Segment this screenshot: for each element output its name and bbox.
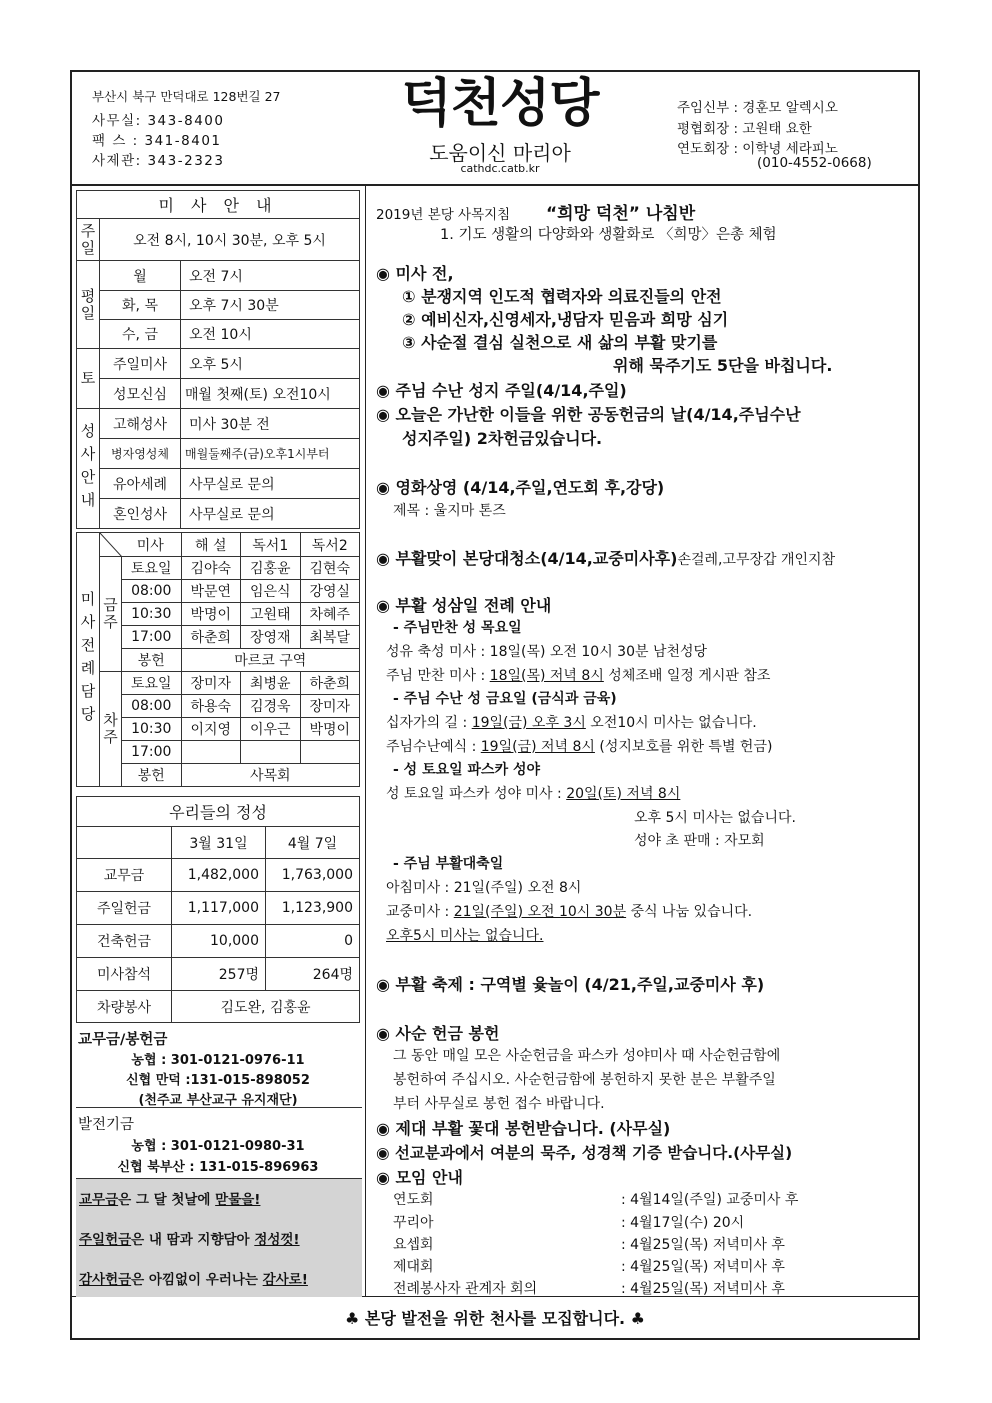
duty-person: 이우근 [241, 718, 301, 741]
duty-person: 김야숙 [181, 557, 241, 580]
duty-time: 08:00 [122, 695, 182, 718]
sunday-label: 주일 [77, 219, 100, 261]
slogan-keyword: 감사헌금 [79, 1272, 132, 1288]
account-title: 교무금/봉헌금 [78, 1032, 168, 1048]
duty-person: 장미자 [300, 695, 360, 718]
old-age-chair: 연도회장 : 이학녕 세라피노 [677, 141, 838, 157]
pastoral-subtitle: 1. 기도 생활의 다양화와 생활화로 〈희망〉은총 체험 [440, 227, 777, 243]
triduum-item: 오후 5시 미사는 없습니다. [634, 810, 796, 826]
saturday-item: 성모신심 [100, 379, 181, 409]
lent-offering-text: 그 동안 매일 모은 사순헌금을 파스카 성야미사 때 사순헌금함에 [393, 1048, 781, 1064]
duty-person: 고원태 [241, 603, 301, 626]
offering-label: 봉헌 [122, 649, 182, 672]
duty-time: 08:00 [122, 580, 182, 603]
sacrament-time: 사무실로 문의 [181, 499, 360, 529]
account-line: 신협 만덕 :131-015-898052 [126, 1073, 310, 1088]
movie-notice: ◉ 영화상영 (4/14,주일,연도회 후,강당) [376, 478, 665, 497]
church-website: cathdc.catb.kr [460, 162, 540, 175]
fax-number: 팩 스 : 341-8401 [92, 133, 222, 149]
meeting-name: 연도회 [393, 1192, 434, 1208]
duty-person: 박명이 [181, 603, 241, 626]
offering-value: 1,763,000 [266, 859, 360, 892]
duty-header: 독서2 [300, 533, 360, 557]
item-time: 19일(금) 저녁 8시 [480, 739, 595, 755]
easter-festival-notice: ◉ 부활 축제 : 구역별 윷놀이 (4/21,주일,교중미사 후) [376, 975, 765, 994]
duty-label: 미사전례담당 [77, 533, 100, 787]
duty-time: 17:00 [122, 626, 182, 649]
lent-offering-text: 부터 사무실로 봉헌 접수 바랍니다. [393, 1096, 605, 1112]
triduum-item: 성유 축성 미사 : 18일(목) 오전 10시 30분 남천성당 [386, 644, 708, 660]
pastoral-year: 2019년 본당 사목지침 [376, 207, 511, 223]
account-line: 농협 : 301-0121-0976-11 [131, 1053, 305, 1068]
slogan-keyword: 감사로! [262, 1272, 308, 1288]
next-week-label: 차주 [100, 672, 122, 787]
meeting-name: 전례봉사자 관계자 회의 [393, 1281, 538, 1297]
meeting-time: : 4월25일(목) 저녁미사 후 [621, 1259, 785, 1275]
pastor-name: 주임신부 : 경훈모 알렉시오 [677, 100, 838, 116]
offering-value: 1,123,900 [266, 892, 360, 925]
slogan-keyword: 주일헌금 [79, 1232, 132, 1248]
duty-person: 김현숙 [300, 557, 360, 580]
duty-corner [100, 533, 182, 557]
account-line: (천주교 부산교구 유지재단) [138, 1093, 298, 1108]
item-label: 주님 만찬 미사 : [386, 668, 490, 684]
pre-mass-item: 위해 묵주기도 5단을 바칩니다. [613, 356, 833, 375]
meeting-time: : 4월17일(수) 20시 [621, 1215, 745, 1231]
offering-group: 마르코 구역 [181, 649, 360, 672]
meeting-time: : 4월14일(주일) 교중미사 후 [621, 1192, 799, 1208]
duty-time: 토요일 [122, 557, 182, 580]
duty-person: 장미자 [181, 672, 241, 695]
triduum-item: 아침미사 : 21일(주일) 오전 8시 [386, 880, 582, 896]
offering-value: 1,482,000 [172, 859, 266, 892]
saturday-time: 오후 5시 [181, 349, 360, 379]
offering-corner [77, 827, 172, 859]
item-note: 성체조배 일정 게시판 참조 [603, 668, 771, 684]
rectory-phone: 사제관: 343-2323 [92, 153, 225, 169]
item-time: 21일(주일) 오전 10시 30분 [453, 904, 627, 920]
church-patron: 도움이신 마리아 [429, 141, 571, 165]
triduum-item [386, 783, 680, 803]
meeting-time: : 4월25일(목) 저녁미사 후 [621, 1237, 785, 1253]
triduum-item [386, 901, 752, 921]
slogan-keyword: 맏물을! [215, 1192, 261, 1208]
slogan-line [79, 1268, 308, 1288]
slogan-text: 은 그 달 첫날에 [118, 1192, 216, 1208]
saturday-time: 매월 첫째(토) 오전10시 [181, 379, 360, 409]
church-name: 덕천성당 [401, 74, 599, 134]
item-time: 20일(토) 저녁 8시 [566, 786, 681, 802]
duty-person: 하춘희 [181, 626, 241, 649]
this-week-label: 금주 [100, 557, 122, 672]
weekday-label: 평일 [77, 261, 100, 349]
triduum-day: - 주님 부활대축일 [393, 856, 504, 872]
liturgy-duty-table [76, 532, 360, 787]
weekday-day: 월 [100, 261, 181, 291]
offering-value: 257명 [172, 958, 266, 991]
footer-banner: ♣ 본당 발전을 위한 천사를 모집합니다. ♣ [344, 1309, 646, 1328]
sacrament-name: 고해성사 [100, 409, 181, 439]
lent-offering-text: 봉헌하여 주십시오. 사순헌금함에 봉헌하지 못한 분은 부활주일 [393, 1072, 776, 1088]
meeting-heading: ◉ 모임 안내 [376, 1168, 463, 1187]
weekday-time: 오전 7시 [181, 261, 360, 291]
sunday-times: 오전 8시, 10시 30분, 오후 5시 [100, 219, 360, 261]
offering-date: 4월 7일 [266, 827, 360, 859]
duty-time: 17:00 [122, 741, 182, 764]
cleaning-note: 손걸레,고무장갑 개인지참 [677, 552, 836, 568]
offering-value: 0 [266, 925, 360, 958]
slogan-keyword: 교무금 [79, 1192, 119, 1208]
fund-title: 발전기금 [78, 1117, 135, 1133]
triduum-item: 오후5시 미사는 없습니다. [386, 928, 544, 944]
meeting-name: 제대회 [393, 1259, 434, 1275]
lent-offering-heading: ◉ 사순 헌금 봉헌 [376, 1024, 500, 1043]
item-label: 주님수난예식 : [386, 739, 481, 755]
offering-row-label: 미사참석 [77, 958, 172, 991]
triduum-item [386, 736, 772, 756]
sacrament-time: 사무실로 문의 [181, 469, 360, 499]
meeting-name: 꾸리아 [393, 1215, 434, 1231]
duty-person: 김경욱 [241, 695, 301, 718]
item-note: 오전10시 미사는 없습니다. [585, 715, 757, 731]
triduum-day: - 성 토요일 파스카 성야 [393, 762, 541, 778]
duty-person: 강영실 [300, 580, 360, 603]
duty-person [300, 741, 360, 764]
altar-flowers-notice: ◉ 제대 부활 꽃대 봉헌받습니다. (사무실) [376, 1119, 671, 1138]
item-note: 중식 나눔 있습니다. [626, 904, 753, 920]
item-label: 교중미사 : [386, 904, 454, 920]
offering-label: 봉헌 [122, 764, 182, 787]
weekday-time: 오후 7시 30분 [181, 291, 360, 320]
weekday-day: 화, 목 [100, 291, 181, 320]
account-divider [76, 1107, 362, 1108]
offering-group: 사목회 [181, 764, 360, 787]
slogan-line [79, 1188, 260, 1208]
meeting-time: : 4월25일(목) 저녁미사 후 [621, 1281, 785, 1297]
sacrament-name: 혼인성사 [100, 499, 181, 529]
pre-mass-heading: ◉ 미사 전, [376, 264, 454, 283]
item-label: 십자가의 길 : [386, 715, 472, 731]
duty-person [241, 741, 301, 764]
fund-line: 농협 : 301-0121-0980-31 [131, 1139, 305, 1154]
column-divider [365, 184, 366, 1296]
duty-person: 박명이 [300, 718, 360, 741]
duty-person [181, 741, 241, 764]
cleaning-main: ◉ 부활맞이 본당대청소(4/14,교중미사후) [376, 549, 678, 568]
offering-table [76, 796, 360, 1023]
duty-time: 10:30 [122, 603, 182, 626]
sacrament-time: 매월둘째주(금)오후1시부터 [181, 439, 360, 469]
offering-title: 우리들의 정성 [77, 797, 360, 827]
offering-row-label: 교무금 [77, 859, 172, 892]
pre-mass-item: ③ 사순절 결심 실천으로 새 삶의 부활 맞기를 [402, 333, 718, 352]
duty-person: 임은식 [241, 580, 301, 603]
duty-person: 이지영 [181, 718, 241, 741]
weekday-time: 오전 10시 [181, 320, 360, 349]
duty-person: 박문연 [181, 580, 241, 603]
saturday-label: 토 [77, 349, 100, 409]
offering-value: 1,117,000 [172, 892, 266, 925]
slogan-keyword: 정성껏! [254, 1232, 300, 1248]
sacrament-name: 유아세례 [100, 469, 181, 499]
triduum-heading: ◉ 부활 성삼일 전례 안내 [376, 596, 552, 615]
church-address: 부산시 북구 만덕대로 128번길 27 [92, 89, 281, 104]
header-divider [70, 184, 920, 186]
triduum-item [386, 665, 770, 685]
item-time: 19일(금) 오후 3시 [471, 715, 586, 731]
movie-title: 제목 : 울지마 톤즈 [393, 503, 506, 519]
pastoral-motto: “희망 덕천” 나침반 [546, 204, 696, 224]
triduum-item [386, 712, 757, 732]
pre-mass-item: ② 예비신자,신영세자,냉담자 믿음과 희망 심기 [402, 310, 729, 329]
duty-person: 하용숙 [181, 695, 241, 718]
palm-sunday-notice: ◉ 주님 수난 성지 주일(4/14,주일) [376, 381, 627, 400]
poor-collection-notice: ◉ 오늘은 가난한 이들을 위한 공동헌금의 날(4/14,주님수난 [376, 405, 801, 424]
weekday-day: 수, 금 [100, 320, 181, 349]
triduum-day: - 주님 수난 성 금요일 (금식과 금육) [393, 691, 617, 707]
item-label: 성 토요일 파스카 성야 미사 : [386, 786, 567, 802]
item-time: 18일(목) 저녁 8시 [489, 668, 604, 684]
duty-time: 토요일 [122, 672, 182, 695]
offering-row-label: 주일헌금 [77, 892, 172, 925]
mass-schedule-title: 미 사 안 내 [77, 191, 360, 219]
sacrament-label: 성사안내 [77, 409, 100, 529]
offering-date: 3월 31일 [172, 827, 266, 859]
car-service-value: 김도완, 김홍윤 [172, 991, 360, 1023]
duty-person: 차혜주 [300, 603, 360, 626]
duty-person: 최병윤 [241, 672, 301, 695]
council-chair: 평협회장 : 고원태 요한 [677, 121, 812, 137]
poor-collection-notice-cont: 성지주일) 2차헌금있습니다. [402, 429, 603, 448]
duty-header: 해 설 [181, 533, 241, 557]
old-age-chair-phone: (010-4552-0668) [757, 155, 872, 171]
sacrament-time: 미사 30분 전 [181, 409, 360, 439]
offering-value: 10,000 [172, 925, 266, 958]
fund-line: 신협 북부산 : 131-015-896963 [117, 1160, 319, 1175]
car-service-label: 차량봉사 [77, 991, 172, 1023]
offering-value: 264명 [266, 958, 360, 991]
offering-row-label: 건축헌금 [77, 925, 172, 958]
duty-header: 미사 [136, 537, 164, 554]
item-note: (성지보호를 위한 특별 헌금) [594, 739, 773, 755]
saturday-item: 주일미사 [100, 349, 181, 379]
cleaning-notice [376, 546, 835, 569]
mass-schedule-table [76, 190, 360, 529]
duty-person: 하춘희 [300, 672, 360, 695]
slogan-line [79, 1228, 300, 1248]
triduum-day: - 주님만찬 성 목요일 [393, 620, 522, 636]
duty-header: 독서1 [241, 533, 301, 557]
duty-person: 장영재 [241, 626, 301, 649]
duty-time: 10:30 [122, 718, 182, 741]
triduum-item: 성야 초 판매 : 자모회 [634, 833, 765, 849]
meeting-name: 요셉회 [393, 1237, 434, 1253]
mission-donation-notice: ◉ 선교분과에서 여분의 묵주, 성경책 기증 받습니다.(사무실) [376, 1144, 793, 1162]
duty-person: 최복달 [300, 626, 360, 649]
slogan-text: 은 아낌없이 우러나는 [131, 1272, 263, 1288]
pre-mass-item: ① 분쟁지역 인도적 협력자와 의료진들의 안전 [402, 287, 722, 306]
duty-person: 김홍윤 [241, 557, 301, 580]
office-phone: 사무실: 343-8400 [92, 113, 225, 129]
slogan-text: 은 내 땀과 지향담아 [131, 1232, 255, 1248]
sacrament-name: 병자영성체 [100, 439, 181, 469]
